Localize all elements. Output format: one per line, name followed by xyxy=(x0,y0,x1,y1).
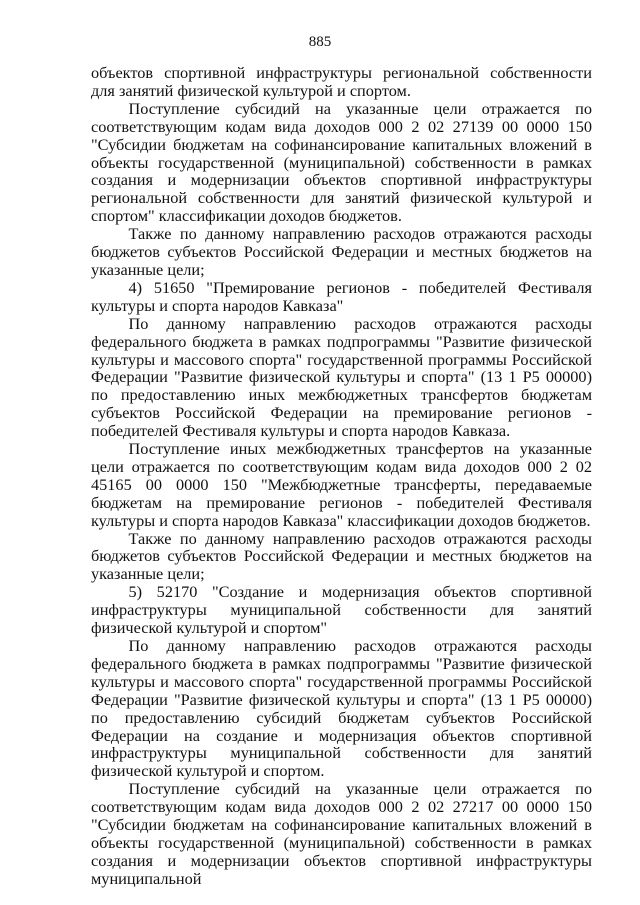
list-item-heading: 4) 51650 "Премирование регионов - победителей Фестиваля культуры и спорта народов Кавказа" xyxy=(91,277,592,315)
paragraph: По данному направлению расходов отражаются расходы федерального бюджета в рамках подпрограммы "Развитие физической культуры и массового спорта" государственной программы Российской Федерации "Развитие физической культуры и спорта" (13 1 Р5 00000) по предоставлению иных межбюджетных трансфертов бюджетам субъектов Российской Федерации на премирование регионов - победителей Фестиваля культуры и спорта народов Кавказа. xyxy=(91,313,592,441)
document-body xyxy=(91,64,592,888)
paragraph-continuation: объектов спортивной инфраструктуры региональной собственности для занятий физической культурой и спортом. xyxy=(91,63,592,100)
paragraph: Также по данному направлению расходов отражаются расходы бюджетов субъектов Российской Федерации и местных бюджетов на указанные цели; xyxy=(91,528,592,584)
list-item-heading: 5) 52170 "Создание и модернизация объектов спортивной инфраструктуры муниципальной собственности для занятий физической культурой и спортом" xyxy=(91,582,592,638)
paragraph: Поступление иных межбюджетных трансфертов на указанные цели отражается по соответствующим кодам вида доходов 000 2 02 45165 00 0000 150 "Межбюджетные трансферты, передаваемые бюджетам на премирование регионов - победителей Фестиваля культуры и спорта народов Кавказа" классификации доходов бюджетов. xyxy=(91,439,592,530)
paragraph: Также по данному направлению расходов отражаются расходы бюджетов субъектов Российской Федерации и местных бюджетов на указанные цели; xyxy=(91,224,592,279)
paragraph: Поступление субсидий на указанные цели отражается по соответствующим кодам вида доходов 000 2 02 27139 00 0000 150 "Субсидии бюджетам на софинансирование капитальных вложений в объекты государственной (муниципальной) собственности в рамках создания и модернизации объектов спортивной инфраструктуры региональной собственности для занятий физической культурой и спортом" классификации доходов бюджетов. xyxy=(91,98,592,226)
paragraph: По данному направлению расходов отражаются расходы федерального бюджета в рамках подпрограммы "Развитие физической культуры и массового спорта" государственной программы Российской Федерации "Развитие физической культуры и спорта" (13 1 Р5 00000) по предоставлению субсидий бюджетам субъектов Российской Федерации на создание и модернизация объектов спортивной инфраструктуры муниципальной собственности для занятий физической культурой и спортом. xyxy=(91,636,592,781)
paragraph: Поступление субсидий на указанные цели отражается по соответствующим кодам вида доходов 000 2 02 27217 00 0000 150 "Субсидии бюджетам на софинансирование капитальных вложений в объекты государственной (муниципальной) собственности в рамках создания и модернизации объектов спортивной инфраструктуры муниципальной xyxy=(91,779,592,888)
page-number: 885 xyxy=(308,34,332,50)
